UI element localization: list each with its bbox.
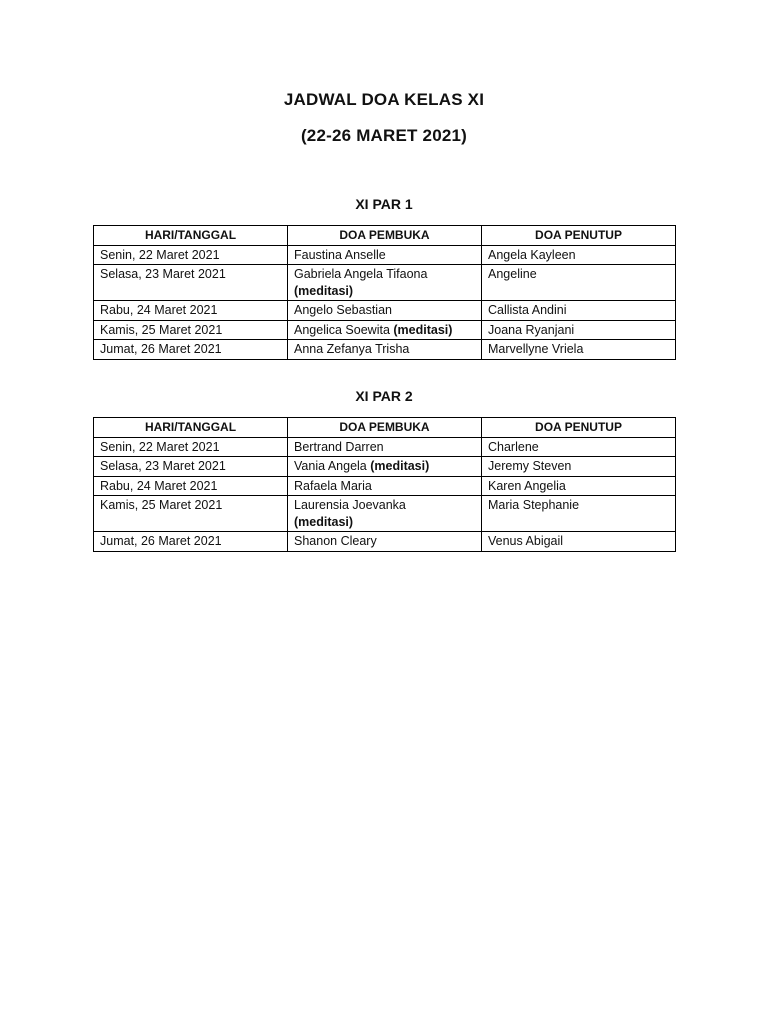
section-heading-xi-par-1: XI PAR 1 <box>355 196 413 212</box>
day-cell: Selasa, 23 Maret 2021 <box>94 457 288 477</box>
meditation-note: (meditasi) <box>393 322 453 337</box>
opening-prayer-cell <box>288 320 482 340</box>
day-cell: Kamis, 25 Maret 2021 <box>94 320 288 340</box>
opening-prayer-name: Shanon Cleary <box>294 534 377 548</box>
opening-prayer-cell <box>288 532 482 552</box>
opening-prayer-cell <box>288 265 482 301</box>
day-cell: Kamis, 25 Maret 2021 <box>94 496 288 532</box>
closing-prayer-cell: Charlene <box>482 437 676 457</box>
opening-prayer-name: Faustina Anselle <box>294 247 386 262</box>
section-heading-xi-par-2: XI PAR 2 <box>355 388 413 404</box>
page-subtitle-date-range: (22-26 MARET 2021) <box>300 126 468 145</box>
closing-prayer-cell: Angeline <box>482 265 676 301</box>
day-cell: Rabu, 24 Maret 2021 <box>94 476 288 496</box>
opening-prayer-name: Angelo Sebastian <box>294 303 392 317</box>
closing-prayer-cell: Joana Ryanjani <box>482 320 676 340</box>
table-row <box>94 457 676 477</box>
column-header-day: HARI/TANGGAL <box>94 226 288 246</box>
table-row <box>94 496 676 532</box>
table-header-row <box>94 226 676 246</box>
opening-prayer-cell <box>288 245 482 265</box>
table-row <box>94 245 676 265</box>
opening-prayer-cell <box>288 457 482 477</box>
opening-prayer-name: Rafaela Maria <box>294 478 372 493</box>
opening-prayer-name: Anna Zefanya Trisha <box>294 342 410 356</box>
table-row <box>94 301 676 321</box>
closing-prayer-cell: Angela Kayleen <box>482 245 676 265</box>
opening-prayer-cell <box>288 301 482 321</box>
table-row <box>94 340 676 360</box>
closing-prayer-cell: Maria Stephanie <box>482 496 676 532</box>
table-row <box>94 476 676 496</box>
opening-prayer-cell <box>288 476 482 496</box>
opening-prayer-cell <box>288 340 482 360</box>
closing-prayer-cell: Marvellyne Vriela <box>482 340 676 360</box>
column-header-closing-prayer: DOA PENUTUP <box>482 226 676 246</box>
day-cell: Rabu, 24 Maret 2021 <box>94 301 288 321</box>
column-header-opening-prayer: DOA PEMBUKA <box>288 226 482 246</box>
closing-prayer-cell: Jeremy Steven <box>482 457 676 477</box>
day-cell: Senin, 22 Maret 2021 <box>94 245 288 265</box>
closing-prayer-cell: Venus Abigail <box>482 532 676 552</box>
schedule-table-xi-par-2 <box>93 417 676 552</box>
opening-prayer-cell <box>288 437 482 457</box>
opening-prayer-name: Bertrand Darren <box>294 439 384 454</box>
opening-prayer-cell <box>288 496 482 532</box>
day-cell: Jumat, 26 Maret 2021 <box>94 532 288 552</box>
opening-prayer-name: Angelica Soewita <box>294 322 390 337</box>
day-cell: Selasa, 23 Maret 2021 <box>94 265 288 301</box>
schedule-table-xi-par-1 <box>93 225 676 360</box>
table-header-row <box>94 418 676 438</box>
opening-prayer-name: Gabriela Angela Tifaona <box>294 267 428 281</box>
table-row <box>94 532 676 552</box>
day-cell: Senin, 22 Maret 2021 <box>94 437 288 457</box>
table-row <box>94 320 676 340</box>
closing-prayer-cell: Karen Angelia <box>482 476 676 496</box>
meditation-note: (meditasi) <box>294 283 354 298</box>
meditation-note: (meditasi) <box>294 514 354 529</box>
page-title: JADWAL DOA KELAS XI <box>283 90 485 109</box>
table-row <box>94 437 676 457</box>
meditation-note: (meditasi) <box>370 459 430 473</box>
column-header-closing-prayer: DOA PENUTUP <box>482 418 676 438</box>
day-cell: Jumat, 26 Maret 2021 <box>94 340 288 360</box>
column-header-day: HARI/TANGGAL <box>94 418 288 438</box>
opening-prayer-name: Laurensia Joevanka <box>294 498 406 512</box>
table-row <box>94 265 676 301</box>
opening-prayer-name: Vania Angela <box>294 459 367 473</box>
closing-prayer-cell: Callista Andini <box>482 301 676 321</box>
column-header-opening-prayer: DOA PEMBUKA <box>288 418 482 438</box>
